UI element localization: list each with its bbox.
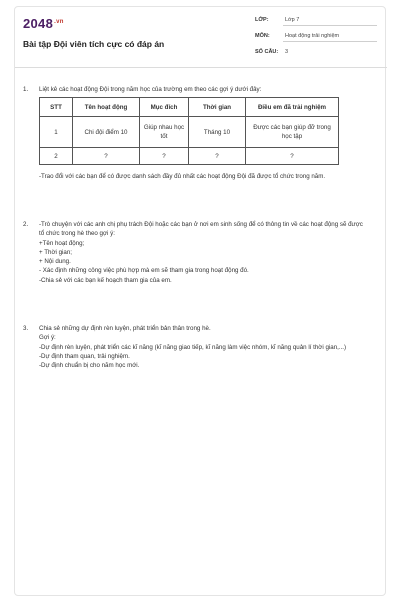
document-card xyxy=(14,6,386,596)
table-cell: 1 xyxy=(40,117,73,148)
document-title: Bài tập Đội viên tích cực có đáp án xyxy=(23,39,165,49)
logo-suffix: .vn xyxy=(54,18,64,25)
table-header: Tên hoạt động xyxy=(73,98,140,117)
question-line: -Dự định tham quan, trải nghiệm. xyxy=(39,352,130,360)
activity-table xyxy=(39,97,339,165)
question-line: +Tên hoạt động; xyxy=(39,239,85,247)
question-line: -Trò chuyện với các anh chị phụ trách Đội hoặc các bạn ở nơi em sinh sống để có thông tin về các hoạt động sẽ được tổ chức trong hè theo gợi ý: xyxy=(39,221,363,238)
table-cell: ? xyxy=(246,148,339,165)
question-line: + Thời gian; xyxy=(39,248,73,256)
table-cell: ? xyxy=(140,148,189,165)
document-header xyxy=(15,7,387,68)
logo-text: 2048 xyxy=(23,16,54,31)
table-cell: ? xyxy=(189,148,246,165)
site-logo[interactable] xyxy=(23,16,64,31)
meta-count-label: SỐ CÂU: xyxy=(255,49,279,55)
meta-class-label: LỚP: xyxy=(255,17,269,23)
question-intro: Liệt kê các hoạt động Đội trong năm học của trường em theo các gợi ý dưới đây: xyxy=(39,86,262,93)
table-header: Điều em đã trải nghiệm xyxy=(246,98,339,117)
table-header: Thời gian xyxy=(189,98,246,117)
question-line: -Chia sẻ với các bạn kế hoạch tham gia của em. xyxy=(39,276,172,284)
question-line: Gợi ý: xyxy=(39,334,56,342)
meta-divider xyxy=(283,41,377,42)
table-cell: Chi đội điểm 10 xyxy=(73,117,140,148)
table-cell: Giúp nhau học tốt xyxy=(140,117,189,148)
meta-subject-label: MÔN: xyxy=(255,33,270,39)
table-row xyxy=(40,148,339,165)
table-header: Mục đích xyxy=(140,98,189,117)
table-cell: Được các bạn giúp đỡ trong học tập xyxy=(246,117,339,148)
meta-class-value: Lớp 7 xyxy=(285,17,300,23)
table-row xyxy=(40,117,339,148)
question-line: Chia sẻ những dự định rèn luyện, phát triển bản thân trong hè. xyxy=(39,325,211,332)
meta-divider xyxy=(283,25,377,26)
question-line: -Dự định chuẩn bị cho năm học mới. xyxy=(39,362,140,370)
question-note: -Trao đổi với các bạn để có được danh sách đầy đủ nhất các hoạt động Đội đã được tổ chức trong năm. xyxy=(39,173,326,181)
question-line: + Nội dung. xyxy=(39,258,71,266)
question-number: 2. xyxy=(23,221,29,228)
table-header: STT xyxy=(40,98,73,117)
meta-subject-value: Hoạt động trải nghiệm xyxy=(285,33,340,39)
table-cell: ? xyxy=(73,148,140,165)
question-number: 1. xyxy=(23,86,29,93)
question-number: 3. xyxy=(23,325,29,332)
question-line: -Dự định rèn luyện, phát triển các kĩ năng (kĩ năng giao tiếp, kĩ năng làm việc nhóm, kĩ năng quản lí thời gian,...) xyxy=(39,343,347,351)
table-header-row xyxy=(40,98,339,117)
table-cell: 2 xyxy=(40,148,73,165)
meta-count-value: 3 xyxy=(285,49,289,55)
table-cell: Tháng 10 xyxy=(189,117,246,148)
question-line: - Xác định những công việc phù hợp mà em sẽ tham gia trong hoạt động đó. xyxy=(39,267,249,275)
